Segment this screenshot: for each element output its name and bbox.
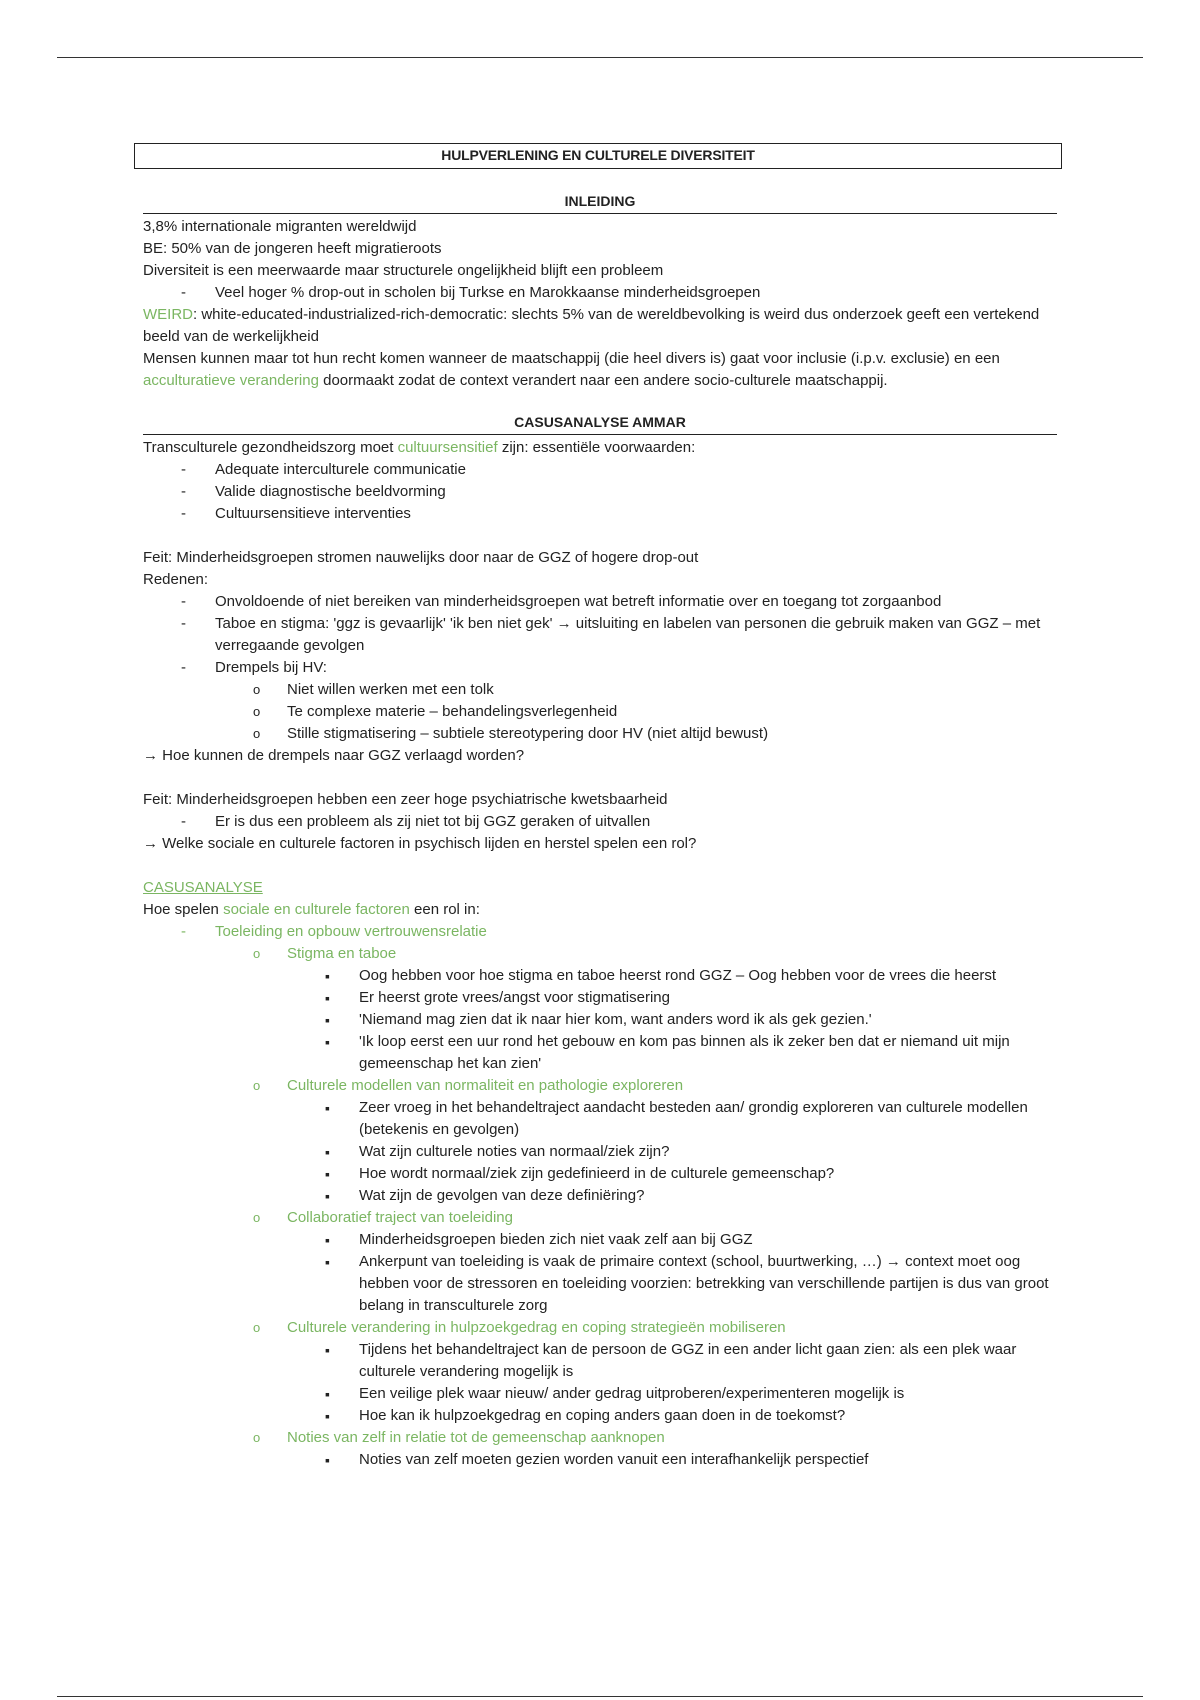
paragraph	[143, 899, 1057, 921]
reasons-list	[143, 591, 1057, 679]
list-item: ▪ Hoe kan ik hulpzoekgedrag en coping anders gaan doen in de toekomst?	[143, 1405, 1057, 1427]
list-item-topic: - Toeleiding en opbouw vertrouwensrelatie	[143, 921, 1057, 943]
paragraph-inclusie	[143, 348, 1057, 392]
list-item: ▪ 'Ik loop eerst een uur rond het gebouw en kom pas binnen als ik zeker ben dat er niemand uit mijn gemeenschap het kan zien'	[143, 1031, 1057, 1075]
subtopic-list	[143, 1075, 1057, 1097]
paragraph: BE: 50% van de jongeren heeft migratieroots	[143, 240, 442, 257]
header-rule	[57, 57, 1143, 58]
highlight-term: acculturatieve verandering	[143, 372, 319, 389]
thresholds-list	[143, 679, 1057, 745]
paragraph-text: : white-educated-industrialized-rich-democratic: slechts 5% van de wereldbevolking is weird dus onderzoek geeft een vertekend beeld van de werkelijkheid	[143, 306, 1040, 345]
document-body	[143, 143, 1057, 1471]
highlight-term: WEIRD	[143, 306, 193, 323]
paragraph-text: doormaakt zodat de context verandert naar een andere socio-culturele maatschappij.	[318, 372, 888, 389]
spacer	[143, 767, 1057, 789]
list-item: ▪ Zeer vroeg in het behandeltraject aandacht besteden aan/ grondig exploreren van culturele modellen (betekenis en gevolgen)	[143, 1097, 1057, 1141]
section-heading-inleiding: INLEIDING	[143, 191, 1057, 214]
list-item: - Cultuursensitieve interventies	[143, 503, 1057, 525]
list-item: - Taboe en stigma: 'ggz is gevaarlijk' 'ik ben niet gek' → uitsluiting en labelen van personen die gebruik maken van GGZ – met verregaande gevolgen	[143, 613, 1057, 657]
paragraph-text: zijn: essentiële voorwaarden:	[497, 439, 696, 456]
detail-list	[143, 1339, 1057, 1427]
detail-list	[143, 965, 1057, 1075]
bullet-list	[143, 811, 1057, 833]
subtopic-list	[143, 943, 1057, 965]
detail-list	[143, 1097, 1057, 1207]
list-item: ▪ Wat zijn culturele noties van normaal/ziek zijn?	[143, 1141, 1057, 1163]
detail-list	[143, 1449, 1057, 1471]
list-item: ▪ Oog hebben voor hoe stigma en taboe heerst rond GGZ – Oog hebben voor de vrees die heerst	[143, 965, 1057, 987]
list-item: - Er is dus een probleem als zij niet tot bij GGZ geraken of uitvallen	[143, 811, 1057, 833]
subsection-label: CASUSANALYSE	[143, 879, 263, 896]
footer-rule	[57, 1696, 1143, 1697]
spacer	[143, 525, 1057, 547]
list-item: ▪ Noties van zelf moeten gezien worden vanuit een interafhankelijk perspectief	[143, 1449, 1057, 1471]
list-item	[143, 657, 1057, 679]
subtopic-noties-van-zelf: o Noties van zelf in relatie tot de gemeenschap aanknopen	[143, 1427, 1057, 1449]
paragraph-text: Transculturele gezondheidszorg moet	[143, 439, 398, 456]
list-item: ▪ Ankerpunt van toeleiding is vaak de primaire context (school, buurtwerking, …) → context moet oog hebben voor de stressoren en toeleiding voorzien: betrekking van verschillende partijen is dus van groot belang in transculturele zorg	[143, 1251, 1057, 1317]
list-item-text: Drempels bij HV:	[215, 659, 327, 676]
list-item: ▪ Tijdens het behandeltraject kan de persoon de GGZ in een ander licht gaan zien: als een plek waar culturele verandering mogelijk is	[143, 1339, 1057, 1383]
bullet-list	[143, 282, 1057, 304]
list-item: ▪ Hoe wordt normaal/ziek zijn gedefinieerd in de culturele gemeenschap?	[143, 1163, 1057, 1185]
subtopic-list	[143, 1207, 1057, 1229]
list-item: ▪ Een veilige plek waar nieuw/ ander gedrag uitproberen/experimenteren mogelijk is	[143, 1383, 1057, 1405]
list-item: ▪ Er heerst grote vrees/angst voor stigmatisering	[143, 987, 1057, 1009]
paragraph: Feit: Minderheidsgroepen hebben een zeer hoge psychiatrische kwetsbaarheid	[143, 791, 668, 808]
list-item: - Veel hoger % drop-out in scholen bij Turkse en Marokkaanse minderheidsgroepen	[143, 282, 1057, 304]
list-item: - Onvoldoende of niet bereiken van minderheidsgroepen wat betreft informatie over en toegang tot zorgaanbod	[143, 591, 1057, 613]
highlight-term: sociale en culturele factoren	[223, 901, 410, 918]
spacer	[143, 855, 1057, 877]
question: → Welke sociale en culturele factoren in psychisch lijden en herstel spelen een rol?	[143, 835, 697, 852]
paragraph-text: een rol in:	[409, 901, 480, 918]
section-heading-casusanalyse-ammar: CASUSANALYSE AMMAR	[143, 412, 1057, 435]
paragraph-text: Mensen kunnen maar tot hun recht komen wanneer de maatschappij (die heel divers is) gaat voor inclusie (i.p.v. exclusie) en een	[143, 350, 1000, 367]
list-item: - Adequate interculturele communicatie	[143, 459, 1057, 481]
subtopic-culturele-verandering: o Culturele verandering in hulpzoekgedrag en coping strategieën mobiliseren	[143, 1317, 1057, 1339]
topic-list	[143, 921, 1057, 943]
paragraph: 3,8% internationale migranten wereldwijd	[143, 218, 417, 235]
subtopic-list	[143, 1427, 1057, 1449]
detail-list	[143, 1229, 1057, 1317]
paragraph: Redenen:	[143, 571, 209, 588]
list-item: ▪ 'Niemand mag zien dat ik naar hier kom, want anders word ik als gek gezien.'	[143, 1009, 1057, 1031]
paragraph: Diversiteit is een meerwaarde maar structurele ongelijkheid blijft een probleem	[143, 262, 664, 279]
subtopic-culturele-modellen: o Culturele modellen van normaliteit en pathologie exploreren	[143, 1075, 1057, 1097]
subtopic-list	[143, 1317, 1057, 1339]
highlight-term: cultuursensitief	[397, 439, 498, 456]
paragraph: Feit: Minderheidsgroepen stromen nauwelijks door naar de GGZ of hogere drop-out	[143, 549, 699, 566]
list-item: o Te complexe materie – behandelingsverlegenheid	[143, 701, 1057, 723]
list-item: - Valide diagnostische beeldvorming	[143, 481, 1057, 503]
list-item: ▪ Wat zijn de gevolgen van deze definiëring?	[143, 1185, 1057, 1207]
paragraph-text: Hoe spelen	[143, 901, 224, 918]
list-item: o Niet willen werken met een tolk	[143, 679, 1057, 701]
conditions-list	[143, 459, 1057, 525]
document-title: HULPVERLENING EN CULTURELE DIVERSITEIT	[134, 143, 1062, 169]
paragraph-weird	[143, 304, 1057, 348]
question: → Hoe kunnen de drempels naar GGZ verlaagd worden?	[143, 747, 525, 764]
subtopic-stigma: o Stigma en taboe	[143, 943, 1057, 965]
list-item: o Stille stigmatisering – subtiele stereotypering door HV (niet altijd bewust)	[143, 723, 1057, 745]
list-item: ▪ Minderheidsgroepen bieden zich niet vaak zelf aan bij GGZ	[143, 1229, 1057, 1251]
subtopic-collaboratief-traject: o Collaboratief traject van toeleiding	[143, 1207, 1057, 1229]
paragraph	[143, 437, 1057, 459]
